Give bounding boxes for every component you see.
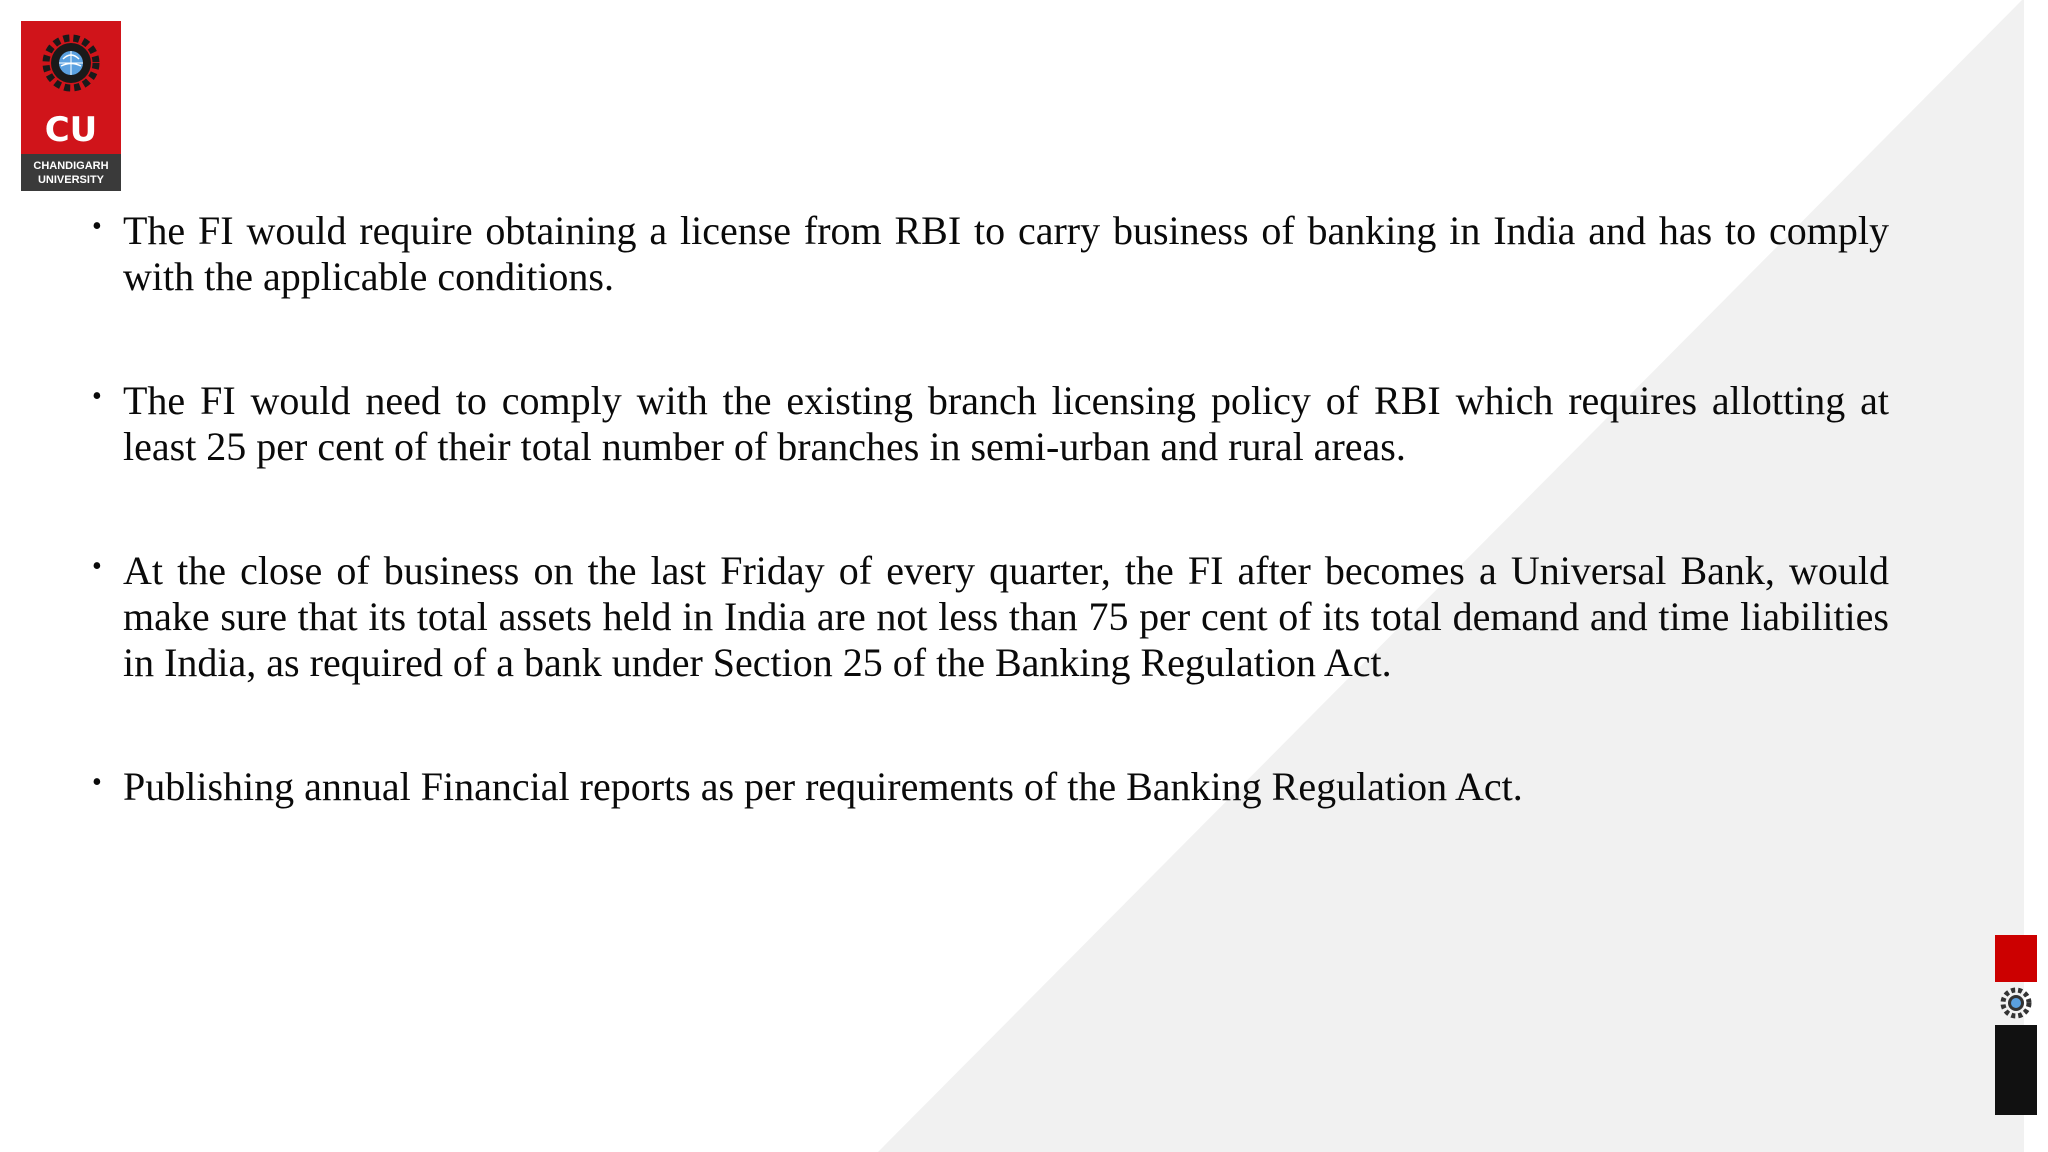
bullet-list (92, 208, 1889, 810)
bullet-marker: • (92, 551, 102, 582)
bullet-text: The FI would require obtaining a license from RBI to carry business of banking in India and has to comply with the applicable conditions. (123, 208, 1889, 299)
bullet-text: Publishing annual Financial reports as per requirements of the Banking Regulation Act. (123, 764, 1523, 809)
bullet-item-4 (92, 764, 1889, 810)
bullet-item-2 (92, 378, 1889, 470)
university-logo (21, 21, 121, 191)
bullet-marker: • (92, 211, 102, 242)
bullet-text: At the close of business on the last Friday of every quarter, the FI after becomes a Universal Bank, would make sure that its total assets held in India are not less than 75 per cent of its total demand and time liabilities in India, as required of a bank under Section 25 of the Banking Regulation Act. (123, 548, 1889, 685)
logo-name-line1: CHANDIGARH (33, 160, 109, 172)
bullet-marker: • (92, 381, 102, 412)
side-decoration (1995, 935, 2037, 1115)
bullet-text: The FI would need to comply with the existing branch licensing policy of RBI which requires allotting at least 25 per cent of their total number of branches in semi-urban and rural areas. (123, 378, 1889, 469)
logo-name-line2: UNIVERSITY (37, 174, 105, 186)
bullet-marker: • (92, 767, 102, 798)
logo-monogram: CU (44, 110, 98, 150)
gear-icon (2003, 990, 2029, 1016)
bullet-item-1 (92, 208, 1889, 300)
bullet-item-3 (92, 548, 1889, 686)
